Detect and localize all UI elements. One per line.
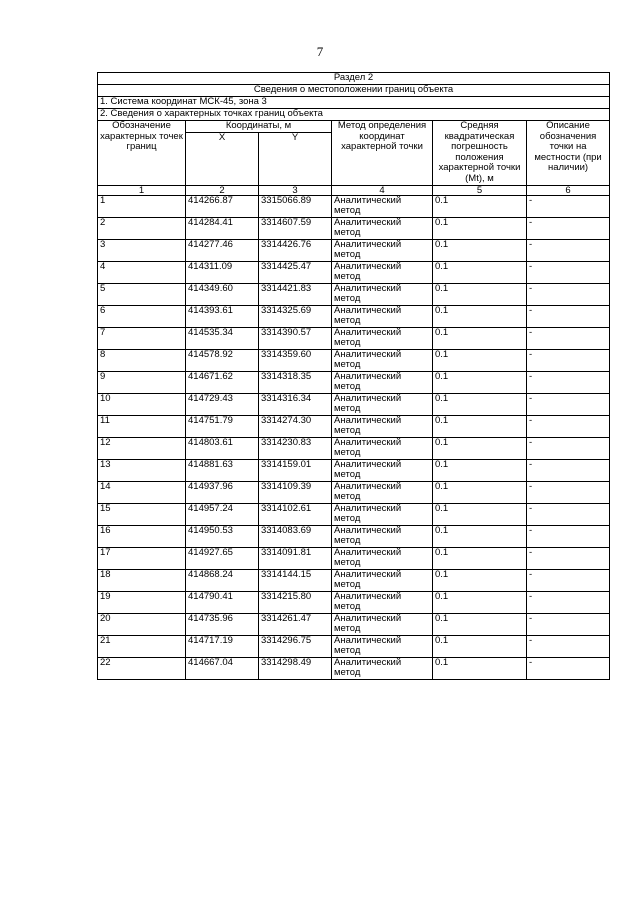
error-cell: 0.1 [433, 261, 527, 283]
error-cell: 0.1 [433, 195, 527, 217]
y-coordinate-cell: 3314296.75 [259, 635, 332, 657]
table-row [98, 305, 610, 327]
error-cell: 0.1 [433, 305, 527, 327]
y-coordinate-cell: 3314215.80 [259, 591, 332, 613]
description-cell: - [527, 415, 610, 437]
point-number-cell: 3 [98, 239, 186, 261]
point-number-cell: 16 [98, 525, 186, 547]
point-number-cell: 20 [98, 613, 186, 635]
x-coordinate-cell: 414311.09 [186, 261, 259, 283]
column-number: 1 [98, 185, 186, 195]
table-row [98, 547, 610, 569]
y-coordinate-cell: 3314159.01 [259, 459, 332, 481]
method-cell: Аналитический метод [332, 525, 433, 547]
x-coordinate-cell: 414957.24 [186, 503, 259, 525]
error-cell: 0.1 [433, 459, 527, 481]
point-number-cell: 18 [98, 569, 186, 591]
description-cell: - [527, 437, 610, 459]
error-cell: 0.1 [433, 591, 527, 613]
coordinate-system: 1. Система координат МСК-45, зона 3 [98, 97, 610, 109]
description-cell: - [527, 459, 610, 481]
x-coordinate-cell: 414667.04 [186, 657, 259, 679]
table-row [98, 503, 610, 525]
method-cell: Аналитический метод [332, 283, 433, 305]
point-number-cell: 4 [98, 261, 186, 283]
y-coordinate-cell: 3314230.83 [259, 437, 332, 459]
section-subtitle: Сведения о местоположении границ объекта [98, 85, 610, 97]
x-coordinate-cell: 414803.61 [186, 437, 259, 459]
y-coordinate-cell: 3314091.81 [259, 547, 332, 569]
error-cell: 0.1 [433, 525, 527, 547]
table-row [98, 393, 610, 415]
method-cell: Аналитический метод [332, 635, 433, 657]
point-number-cell: 8 [98, 349, 186, 371]
method-cell: Аналитический метод [332, 547, 433, 569]
method-cell: Аналитический метод [332, 393, 433, 415]
x-coordinate-cell: 414535.34 [186, 327, 259, 349]
error-cell: 0.1 [433, 239, 527, 261]
description-cell: - [527, 217, 610, 239]
method-cell: Аналитический метод [332, 327, 433, 349]
error-cell: 0.1 [433, 547, 527, 569]
point-number-cell: 11 [98, 415, 186, 437]
error-cell: 0.1 [433, 393, 527, 415]
table-row [98, 525, 610, 547]
method-cell: Аналитический метод [332, 437, 433, 459]
point-number-cell: 9 [98, 371, 186, 393]
table-row [98, 349, 610, 371]
description-cell: - [527, 481, 610, 503]
y-coordinate-cell: 3314359.60 [259, 349, 332, 371]
description-cell: - [527, 327, 610, 349]
error-cell: 0.1 [433, 481, 527, 503]
x-coordinate-cell: 414927.65 [186, 547, 259, 569]
method-cell: Аналитический метод [332, 503, 433, 525]
y-coordinate-cell: 3315066.89 [259, 195, 332, 217]
method-cell: Аналитический метод [332, 415, 433, 437]
method-cell: Аналитический метод [332, 349, 433, 371]
header-y: Y [259, 132, 332, 185]
table-row [98, 283, 610, 305]
x-coordinate-cell: 414868.24 [186, 569, 259, 591]
y-coordinate-cell: 3314607.59 [259, 217, 332, 239]
description-cell: - [527, 525, 610, 547]
description-cell: - [527, 547, 610, 569]
error-cell: 0.1 [433, 327, 527, 349]
x-coordinate-cell: 414881.63 [186, 459, 259, 481]
x-coordinate-cell: 414671.62 [186, 371, 259, 393]
header-description: Описание обозначения точки на местности (при наличии) [527, 121, 610, 186]
table-row [98, 591, 610, 613]
x-coordinate-cell: 414937.96 [186, 481, 259, 503]
method-cell: Аналитический метод [332, 305, 433, 327]
x-coordinate-cell: 414790.41 [186, 591, 259, 613]
table-row [98, 613, 610, 635]
description-cell: - [527, 569, 610, 591]
error-cell: 0.1 [433, 635, 527, 657]
error-cell: 0.1 [433, 437, 527, 459]
description-cell: - [527, 349, 610, 371]
method-cell: Аналитический метод [332, 217, 433, 239]
table-row [98, 459, 610, 481]
method-cell: Аналитический метод [332, 569, 433, 591]
table-row [98, 217, 610, 239]
x-coordinate-cell: 414277.46 [186, 239, 259, 261]
point-number-cell: 22 [98, 657, 186, 679]
table-row [98, 195, 610, 217]
x-coordinate-cell: 414717.19 [186, 635, 259, 657]
x-coordinate-cell: 414393.61 [186, 305, 259, 327]
y-coordinate-cell: 3314144.15 [259, 569, 332, 591]
description-cell: - [527, 613, 610, 635]
y-coordinate-cell: 3314083.69 [259, 525, 332, 547]
page-number: 7 [316, 44, 324, 59]
section-title: Раздел 2 [98, 73, 610, 85]
y-coordinate-cell: 3314390.57 [259, 327, 332, 349]
table-row [98, 569, 610, 591]
point-number-cell: 19 [98, 591, 186, 613]
x-coordinate-cell: 414578.92 [186, 349, 259, 371]
point-number-cell: 6 [98, 305, 186, 327]
description-cell: - [527, 305, 610, 327]
method-cell: Аналитический метод [332, 195, 433, 217]
error-cell: 0.1 [433, 371, 527, 393]
x-coordinate-cell: 414266.87 [186, 195, 259, 217]
x-coordinate-cell: 414735.96 [186, 613, 259, 635]
y-coordinate-cell: 3314421.83 [259, 283, 332, 305]
point-number-cell: 12 [98, 437, 186, 459]
description-cell: - [527, 371, 610, 393]
point-number-cell: 7 [98, 327, 186, 349]
table-row [98, 437, 610, 459]
y-coordinate-cell: 3314109.39 [259, 481, 332, 503]
error-cell: 0.1 [433, 217, 527, 239]
column-number: 2 [186, 185, 259, 195]
method-cell: Аналитический метод [332, 371, 433, 393]
y-coordinate-cell: 3314316.34 [259, 393, 332, 415]
error-cell: 0.1 [433, 283, 527, 305]
error-cell: 0.1 [433, 657, 527, 679]
y-coordinate-cell: 3314318.35 [259, 371, 332, 393]
method-cell: Аналитический метод [332, 481, 433, 503]
point-number-cell: 17 [98, 547, 186, 569]
header-error: Средняя квадратическая погрешность положения характерной точки (Mt), м [433, 121, 527, 186]
method-cell: Аналитический метод [332, 261, 433, 283]
table-row [98, 371, 610, 393]
point-number-cell: 10 [98, 393, 186, 415]
point-number-cell: 1 [98, 195, 186, 217]
description-cell: - [527, 261, 610, 283]
table-row [98, 261, 610, 283]
header-x: X [186, 132, 259, 185]
method-cell: Аналитический метод [332, 613, 433, 635]
y-coordinate-cell: 3314325.69 [259, 305, 332, 327]
column-number: 5 [433, 185, 527, 195]
error-cell: 0.1 [433, 349, 527, 371]
point-number-cell: 14 [98, 481, 186, 503]
point-number-cell: 5 [98, 283, 186, 305]
error-cell: 0.1 [433, 415, 527, 437]
x-coordinate-cell: 414751.79 [186, 415, 259, 437]
description-cell: - [527, 635, 610, 657]
x-coordinate-cell: 414729.43 [186, 393, 259, 415]
description-cell: - [527, 239, 610, 261]
description-cell: - [527, 393, 610, 415]
y-coordinate-cell: 3314426.76 [259, 239, 332, 261]
point-number-cell: 13 [98, 459, 186, 481]
column-number: 6 [527, 185, 610, 195]
header-designation: Обозначение характерных точек границ [98, 121, 186, 186]
x-coordinate-cell: 414349.60 [186, 283, 259, 305]
table-row [98, 327, 610, 349]
points-title: 2. Сведения о характерных точках границ объекта [98, 109, 610, 121]
method-cell: Аналитический метод [332, 459, 433, 481]
y-coordinate-cell: 3314425.47 [259, 261, 332, 283]
table-row [98, 657, 610, 679]
y-coordinate-cell: 3314298.49 [259, 657, 332, 679]
description-cell: - [527, 503, 610, 525]
header-method: Метод определения координат характерной точки [332, 121, 433, 186]
point-number-cell: 15 [98, 503, 186, 525]
x-coordinate-cell: 414284.41 [186, 217, 259, 239]
description-cell: - [527, 283, 610, 305]
method-cell: Аналитический метод [332, 591, 433, 613]
error-cell: 0.1 [433, 613, 527, 635]
y-coordinate-cell: 3314274.30 [259, 415, 332, 437]
header-coordinates: Координаты, м [186, 121, 332, 133]
error-cell: 0.1 [433, 569, 527, 591]
point-number-cell: 21 [98, 635, 186, 657]
description-cell: - [527, 591, 610, 613]
table-row [98, 635, 610, 657]
table-row [98, 415, 610, 437]
error-cell: 0.1 [433, 503, 527, 525]
method-cell: Аналитический метод [332, 657, 433, 679]
column-number: 4 [332, 185, 433, 195]
y-coordinate-cell: 3314102.61 [259, 503, 332, 525]
point-number-cell: 2 [98, 217, 186, 239]
description-cell: - [527, 657, 610, 679]
y-coordinate-cell: 3314261.47 [259, 613, 332, 635]
boundary-points-table [97, 72, 610, 680]
description-cell: - [527, 195, 610, 217]
column-number: 3 [259, 185, 332, 195]
table-row [98, 239, 610, 261]
x-coordinate-cell: 414950.53 [186, 525, 259, 547]
table-row [98, 481, 610, 503]
method-cell: Аналитический метод [332, 239, 433, 261]
